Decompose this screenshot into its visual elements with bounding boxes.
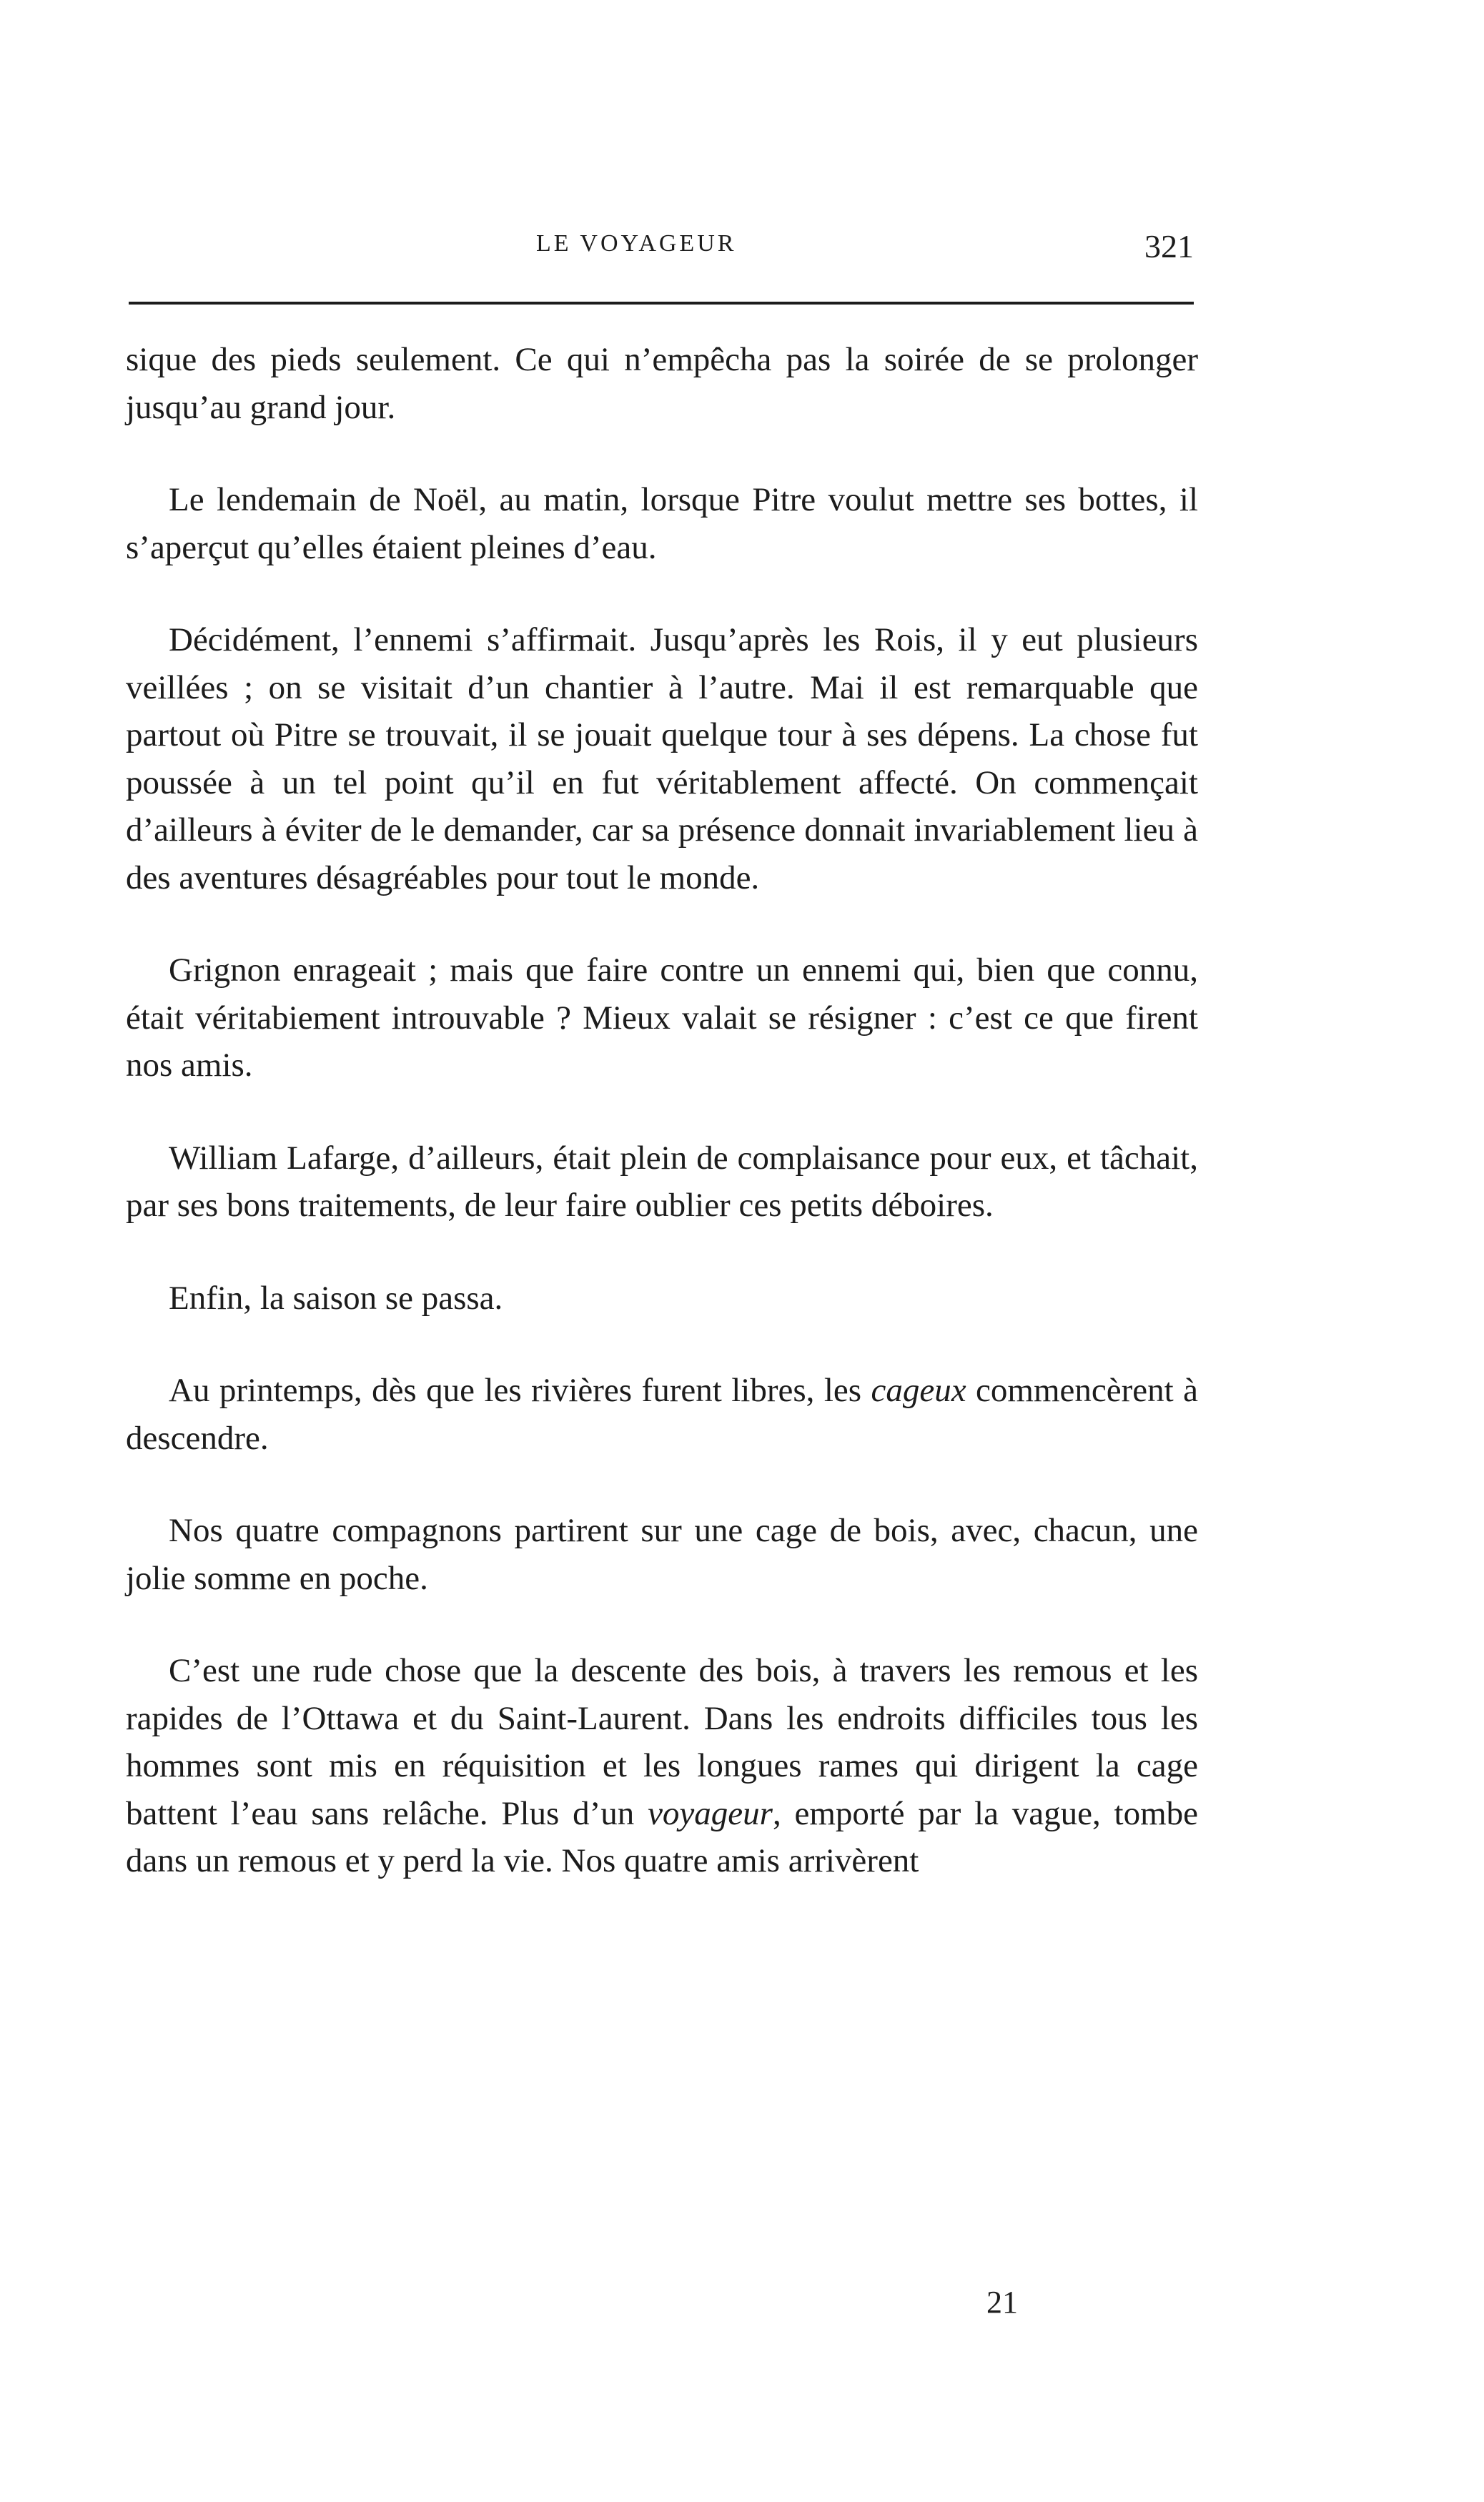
paragraph: sique des pieds seulement. Ce qui n’empêcha pas la soirée de se prolonger jusqu’au grand jour. — [126, 341, 1198, 426]
running-title: LE VOYAGEUR — [536, 230, 737, 257]
page-number: 321 — [1144, 228, 1194, 264]
body-text — [126, 336, 1198, 1930]
paragraph: Grignon enrageait ; mais que faire contre un ennemi qui, bien que connu, était véritabiement introuvable ? Mieux valait se résigner : c’est ce que firent nos amis. — [126, 951, 1198, 1084]
paragraph: C’est une rude chose que la descente des bois, à travers les remous et les rapides de l’Ottawa et du Saint-Laurent. Dans les endroits difficiles tous les hommes sont mis en réquisition et les longues rames qui dirigent la cage battent l’eau sans relâche. Plus d’un voyageur, emporté par la vague, tombe dans un remous et y perd la vie. Nos quatre amis arrivèrent — [126, 1652, 1199, 1879]
header-rule — [129, 302, 1194, 305]
running-head — [129, 227, 1194, 270]
paragraph: Enfin, la saison se passa. — [169, 1279, 503, 1317]
paragraph: Au printemps, dès que les rivières furent libres, les cageux commencèrent à descendre. — [126, 1372, 1198, 1457]
italic-term: voyageur — [648, 1794, 773, 1832]
italic-term: cageux — [871, 1372, 966, 1409]
paragraph: Le lendemain de Noël, au matin, lorsque Pitre voulut mettre ses bottes, il s’aperçut qu’elles étaient pleines d’eau. — [126, 481, 1198, 566]
paragraph: William Lafarge, d’ailleurs, était plein de complaisance pour eux, et tâchait, par ses bons traitements, de leur faire oublier ces petits déboires. — [126, 1139, 1198, 1224]
paragraph: Nos quatre compagnons partirent sur une cage de bois, avec, chacun, une jolie somme en poche. — [126, 1512, 1198, 1597]
paragraph: Décidément, l’ennemi s’affirmait. Jusqu’après les Rois, il y eut plusieurs veillées ; on se visitait d’un chantier à l’autre. Mai il est remarquable que partout où Pitre se trouvait, il se jouait quelque tour à ses dépens. La chose fut poussée à un tel point qu’il en fut véritablement affecté. On commençait d’ailleurs à éviter de le demander, car sa présence donnait invariablement lieu à des aventures désagréables pour tout le monde. — [126, 621, 1198, 896]
signature-mark: 21 — [986, 2285, 1018, 2320]
